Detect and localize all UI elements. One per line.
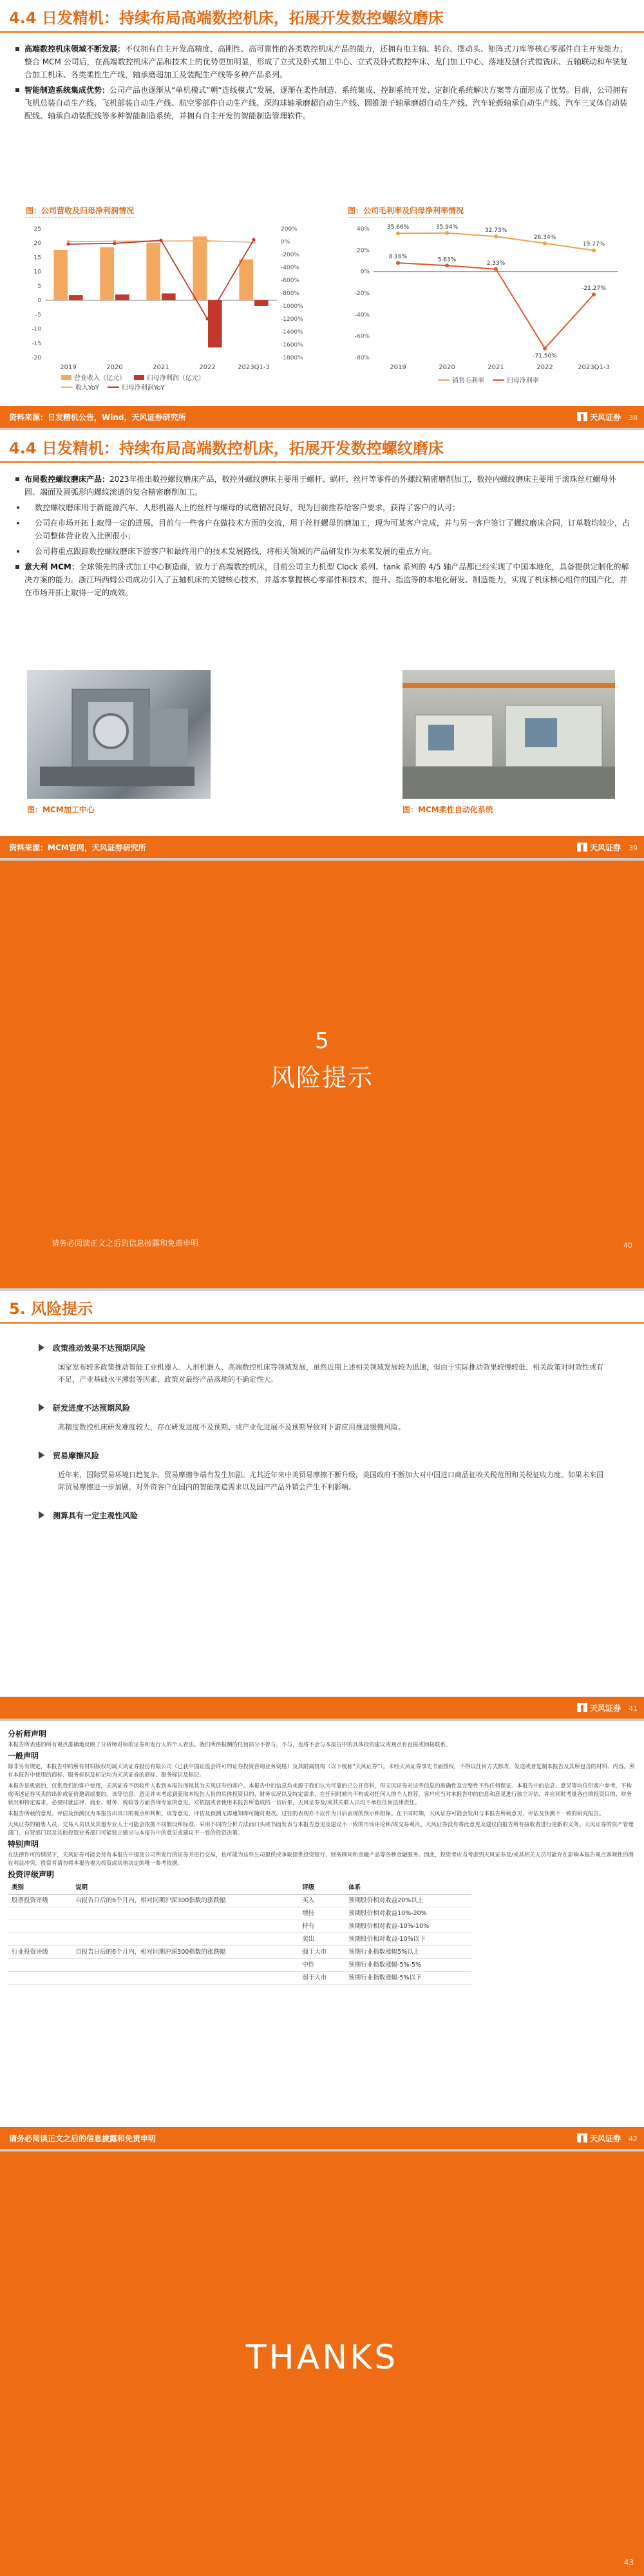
data-label: 35.94% bbox=[435, 224, 459, 231]
risk-item bbox=[39, 1450, 605, 1493]
figure-label-margin: 图：公司毛利率及归母净利率情况 bbox=[348, 205, 464, 218]
table-cell bbox=[8, 1972, 71, 1985]
triangle-bullet-icon bbox=[39, 1404, 44, 1411]
table-cell: 自报告日后的6个月内，相对同期沪深300指数的涨跌幅 bbox=[71, 1946, 298, 1959]
table-cell bbox=[8, 1920, 71, 1933]
page-number: 39 bbox=[629, 844, 638, 852]
square-bullet-icon bbox=[15, 565, 19, 569]
data-label: 5.63% bbox=[437, 256, 457, 263]
footer-source: 资料来源：日发精机公告，Wind，天风证券研究所 bbox=[9, 413, 186, 422]
risk-item bbox=[39, 1402, 605, 1433]
bar-revenue bbox=[193, 236, 207, 300]
bullet-text: 2023年推出数控螺纹磨床产品，数控外螺纹磨床主要用于螺杆、蜗杆、丝杆等零件的外螺纹精密磨削加工，数控内螺纹磨床主要用于滚珠丝杠螺母外圆、端面及圆弧形内螺纹滚道的复合精密磨削加工。 bbox=[24, 475, 616, 497]
square-bullet-icon bbox=[15, 88, 19, 92]
factory-illustration bbox=[402, 670, 615, 799]
logo-text: 天风证券 bbox=[589, 1704, 621, 1713]
slide-title: 5. 风险提示 bbox=[9, 1300, 93, 1318]
table-cell: 中性 bbox=[298, 1959, 345, 1972]
line-gross-margin-point bbox=[494, 234, 498, 238]
table-cell bbox=[71, 1933, 298, 1946]
y2-tick-label: -1800% bbox=[281, 355, 303, 361]
data-label: 19.77% bbox=[582, 241, 605, 248]
y-tick-label: 40% bbox=[356, 226, 370, 233]
bullet-text: 公司将重点跟踪数控螺纹磨床下游客户和最终用户的技术发展路线，将相关领域的产品研发作为未来发展的重点方向。 bbox=[35, 547, 437, 556]
general-statement-text: 本报告是机密的，仅供我们的客户使用，天风证券不因收件人收到本报告而视其为天风证券的客户。本报告中的信息均来源于我们认为可靠的已公开资料，但天风证券对这些信息的准确性及完整性不作任何保证。本报告中的信息、意见等均仅供客户参考，不构成所述证券买卖的出价或征价邀请或要约。该等信息、意见并未考虑到获取本报告人员的具体投资目的、财务状况以及特定需求，在任何时候均不构成对任何人的个人推荐。客户应当对本报告中的信息和意见进行独立评估，并应同时考量各自的投资目的、财务状况和特定需求，必要时就法律、商业、财务、税收等方面咨询专家的意见。对依据或者使用本报告所造成的一切后果，天风证券及/或其关联人员均不承担任何法律责任。 bbox=[8, 1783, 632, 1806]
square-bullet-icon bbox=[15, 477, 19, 481]
triangle-bullet-icon bbox=[39, 1344, 44, 1351]
line-profit-yoy-point bbox=[252, 238, 256, 242]
bullet-head: 智能制造系统集成优势： bbox=[24, 86, 110, 95]
y2-tick-label: -1600% bbox=[281, 342, 303, 348]
line-net-margin-point bbox=[396, 261, 400, 265]
chart2-legend bbox=[438, 375, 539, 385]
table-cell: 持有 bbox=[298, 1920, 345, 1933]
footer-source: 资料来源：MCM官网，天风证券研究所 bbox=[9, 843, 146, 852]
risk-head: 贸易摩擦风险 bbox=[53, 1451, 100, 1460]
table-cell: 预期行业指数涨幅-5%以下 bbox=[345, 1972, 471, 1985]
bullet-head: 高端数控机床领域不断发展： bbox=[24, 44, 126, 53]
x-tick-label: 2021 bbox=[488, 364, 504, 371]
y-tick-label: -20% bbox=[354, 291, 370, 297]
table-cell: 增持 bbox=[298, 1907, 345, 1920]
slide-40-section-cover bbox=[0, 861, 644, 1288]
bullet-item bbox=[14, 473, 630, 499]
table-cell: 强于大市 bbox=[298, 1946, 345, 1959]
round-bullet-icon bbox=[17, 550, 19, 553]
legend-line-profit-yoy bbox=[108, 386, 119, 388]
bullet-head: 意大利 MCM： bbox=[24, 562, 79, 571]
bullet-text: 公司产品也逐渐从“单机模式”朝“连线模式”发展，逐渐在柔性制造、系统集成、控制系统开发、定制化系统解决方案等方面形成了优势。目前，公司拥有飞机总装自动生产线、飞机部装自动生产线、航空零部件自动生产线、深沟球轴承磨超自动生产线、圆锥滚子轴承磨超自动生产线、汽车轮毂轴承自动生产线、汽车三叉体自动装配线、轴承自动装配线等多种智能制造系统，并拥有自主开发的智能制造管理软件。 bbox=[24, 86, 628, 120]
table-row bbox=[8, 1920, 471, 1933]
table-row bbox=[8, 1959, 471, 1972]
bar-revenue bbox=[53, 250, 68, 300]
bullet-text: 公司在市场开拓上取得一定的进展，目前与一些客户在做技术方面的交流，用于丝杆螺母的磨加工，现为可某客户完成，并与另一客户签订了螺纹磨床合同，订单数均较少，占公司整体营业收入比例很小； bbox=[35, 519, 630, 540]
table-cell: 预期行业指数涨幅5%以上 bbox=[345, 1946, 471, 1959]
triangle-bullet-icon bbox=[39, 1451, 44, 1459]
line-profit-yoy bbox=[68, 240, 254, 319]
slide-title: 4.4 日发精机：持续布局高端数控机床，拓展开发数控螺纹磨床 bbox=[9, 9, 444, 27]
risk-head: 政策推动效果不达预期风险 bbox=[53, 1344, 146, 1353]
slide-38 bbox=[0, 0, 644, 428]
analyst-statement-text: 本报告所表述的所有观点准确地反映了分析师对标的证券和发行人的个人看法。我们所得报酬的任何部分不曾与，不与，也将不会与本报告中的具体投资建议或观点有直接或间接联系。 bbox=[8, 1742, 451, 1748]
bar-profit bbox=[208, 300, 222, 347]
bullet-item bbox=[14, 84, 630, 122]
legend-revenue-yoy: 收入YoY bbox=[75, 385, 100, 392]
sub-bullet-item bbox=[14, 545, 630, 558]
x-tick-label: 2019 bbox=[390, 364, 406, 371]
x-tick-label: 2021 bbox=[153, 364, 169, 371]
page-number: 42 bbox=[629, 2135, 638, 2143]
table-cell: 预期股价相对收益-10%-10% bbox=[345, 1920, 471, 1933]
photo-caption-right: 图：MCM柔性自动化系统 bbox=[402, 805, 493, 814]
y2-tick-label: -600% bbox=[281, 278, 299, 284]
bar-profit bbox=[69, 295, 83, 300]
disclaimer-text: 请务必阅读正文之后的信息披露和免责申明 bbox=[52, 1239, 199, 1248]
bullet-text: 不仅拥有自主开发高精度、高刚性、高可靠性的各类数控机床产品的能力，还拥有电主轴、转台、摆动头、矩阵式刀库等核心零部件自主开发能力；整合 MCM 公司后，在高端数控机床产品和技术上的优势更加明显，形成了立式及卧式加工中心、立式及卧式数控车床、龙门加工中心、落地及刨台式镗铣床、五轴联动和车铣复合加工机床、各类柔性生产线，轴承磨超加工及装配生产线等多种产品系列。 bbox=[24, 44, 628, 79]
table-cell: 预期股价相对收益20%以上 bbox=[345, 1894, 471, 1907]
rating-table bbox=[8, 1882, 471, 1985]
bullet-list bbox=[14, 473, 630, 602]
x-tick-label: 2020 bbox=[439, 364, 455, 371]
line-gross-margin-point bbox=[396, 231, 400, 235]
table-cell: 预期股价相对收益-10%以下 bbox=[345, 1933, 471, 1946]
y2-tick-label: -1200% bbox=[281, 316, 303, 323]
line-profit-yoy-point bbox=[160, 239, 163, 242]
table-cell bbox=[71, 1907, 298, 1920]
slide-title: 4.4 日发精机：持续布局高端数控机床，拓展开发数控螺纹磨床 bbox=[9, 439, 444, 457]
line-gross-margin-point bbox=[592, 249, 596, 253]
y2-tick-label: 0% bbox=[281, 239, 290, 245]
y-tick-label: -20 bbox=[32, 355, 41, 361]
slide-39 bbox=[0, 430, 644, 858]
legend-profit: 归母净利润（亿元） bbox=[146, 375, 205, 382]
y-tick-label: 20% bbox=[356, 247, 370, 254]
y-tick-label: -60% bbox=[354, 333, 370, 340]
legend-revenue: 营业收入（亿元） bbox=[74, 375, 126, 382]
square-bullet-icon bbox=[15, 47, 19, 51]
title-divider bbox=[0, 1322, 644, 1324]
table-row bbox=[8, 1946, 471, 1959]
revenue-profit-chart bbox=[19, 222, 322, 374]
data-label: -21.27% bbox=[582, 285, 606, 292]
table-row bbox=[8, 1972, 471, 1985]
bar-profit bbox=[254, 300, 269, 306]
legend-swatch-revenue bbox=[61, 375, 71, 380]
x-tick-label: 2019 bbox=[60, 364, 77, 371]
line-net-margin-point bbox=[494, 267, 498, 271]
table-cell bbox=[8, 1907, 71, 1920]
risk-text: 国家发布较多政策推动智能工业机器人、人形机器人、高端数控机床等领域发展，虽然近期上述相关领域发展较为迅速，但由于实际推动效果较慢较低、相关政策对时效性或有不足，产业基础水平薄弱等因素，政策对最终产品落地的不确定性大。 bbox=[58, 1363, 603, 1384]
table-cell bbox=[8, 1959, 71, 1972]
sub-bullet-item bbox=[14, 501, 630, 514]
section-number: 5 bbox=[315, 1028, 329, 1054]
bar-profit bbox=[115, 294, 129, 300]
table-header: 评级 bbox=[298, 1882, 345, 1894]
bullet-list bbox=[14, 43, 630, 125]
data-label: -71.50% bbox=[533, 352, 557, 359]
x-tick-label: 2023Q1-3 bbox=[238, 364, 270, 371]
y-tick-label: 25 bbox=[33, 226, 41, 233]
legend-gross: 销售毛利率 bbox=[452, 377, 484, 385]
photo-caption-left: 图：MCM加工中心 bbox=[27, 805, 95, 814]
data-label: 32.73% bbox=[484, 227, 507, 234]
table-cell: 预期行业指数涨幅-5%-5% bbox=[345, 1959, 471, 1972]
page-number: 38 bbox=[629, 414, 638, 422]
sub-bullet-item bbox=[14, 517, 630, 542]
x-tick-label: 2020 bbox=[106, 364, 123, 371]
data-label: 35.66% bbox=[386, 224, 410, 231]
mcm-machining-center-photo bbox=[27, 670, 211, 799]
logo-text: 天风证券 bbox=[589, 413, 621, 422]
line-revenue-yoy-point bbox=[206, 239, 209, 242]
page-number: 43 bbox=[623, 2558, 634, 2567]
round-bullet-icon bbox=[17, 506, 19, 509]
y-tick-label: 0% bbox=[360, 269, 370, 276]
legend-swatch-profit bbox=[134, 375, 144, 380]
risk-list bbox=[39, 1342, 605, 1538]
bullet-item bbox=[14, 43, 630, 81]
logo-icon bbox=[577, 843, 587, 852]
data-label: 2.33% bbox=[486, 260, 506, 267]
legend-net: 归母净利率 bbox=[506, 377, 539, 385]
slide-43-thanks bbox=[0, 2151, 644, 2576]
y2-tick-label: -400% bbox=[281, 265, 299, 271]
bar-revenue bbox=[100, 247, 114, 300]
y-tick-label: 10 bbox=[33, 269, 41, 276]
brand-logo bbox=[577, 842, 621, 853]
table-header: 类别 bbox=[8, 1882, 71, 1894]
x-tick-label: 2022 bbox=[536, 364, 553, 371]
y-tick-label: 20 bbox=[33, 240, 41, 247]
table-row bbox=[8, 1894, 471, 1907]
title-divider bbox=[0, 31, 644, 33]
y2-tick-label: -200% bbox=[281, 252, 299, 258]
table-cell: 买入 bbox=[298, 1894, 345, 1907]
line-net-margin-point bbox=[592, 292, 596, 296]
logo-text: 天风证券 bbox=[589, 843, 621, 852]
logo-icon bbox=[577, 1703, 587, 1712]
triangle-bullet-icon bbox=[39, 1511, 44, 1519]
special-statement-heading: 特别声明 bbox=[8, 1840, 39, 1849]
y-tick-label: -40% bbox=[354, 312, 370, 319]
line-profit-yoy-point bbox=[206, 318, 209, 321]
page-number: 41 bbox=[629, 1704, 638, 1713]
legend-profit-yoy: 归母净利润YoY bbox=[121, 385, 165, 392]
general-statement-heading: 一般声明 bbox=[8, 1751, 39, 1760]
table-row bbox=[8, 1933, 471, 1946]
table-row bbox=[8, 1907, 471, 1920]
page-number: 40 bbox=[623, 1241, 632, 1250]
y-tick-label: -10 bbox=[32, 326, 41, 333]
brand-logo bbox=[577, 1703, 621, 1713]
slide-42-disclosure bbox=[0, 1721, 644, 2149]
line-gross-margin-point bbox=[445, 231, 449, 235]
table-header: 体系 bbox=[345, 1882, 471, 1894]
brand-logo bbox=[577, 412, 621, 423]
bullet-item bbox=[14, 560, 630, 599]
general-statement-text: 除非另有规定，本报告中的所有材料版权均属天风证券股份有限公司（已获中国证监会许可的证券投资咨询业务资格）及其附属机构（以下统称“天风证券”）。未经天风证券事先书面授权，不得以任何方式修改、发送或者复制本报告及其所包含的材料、内容。所有本报告中使用的商标、服务标识及标记均为天风证券的商标、服务标识及标记。 bbox=[8, 1764, 635, 1779]
legend-line-gross bbox=[438, 379, 450, 381]
rating-statement-heading: 投资评级声明 bbox=[8, 1870, 55, 1879]
mcm-flexible-automation-photo bbox=[402, 670, 615, 799]
line-net-margin bbox=[398, 263, 594, 348]
bullet-text: 数控螺纹磨床用于新能源汽车、人形机器人上的丝杆与螺母的试磨情况良好，现为目前推荐给客户要求，获得了客户的认可； bbox=[35, 503, 460, 512]
special-statement-text: 在法律许可的情况下，天风证券可能会持有本报告中提及公司所发行的证券并进行交易，也可能为这些公司提供或争取提供投资银行、财务顾问和金融产品等各种金融服务。因此，投资者应当考虑到天风证券及/或其相关人员可能存在影响本报告观点客观性的潜在利益冲突，投资者请勿将本报告视为投资或其他决定的唯一参考依据。 bbox=[8, 1852, 634, 1867]
legal-disclosure bbox=[8, 1728, 636, 1985]
risk-head: 测算具有一定主观性风险 bbox=[53, 1511, 138, 1520]
bar-revenue bbox=[239, 260, 253, 301]
risk-item bbox=[39, 1510, 605, 1521]
analyst-statement-heading: 分析师声明 bbox=[8, 1730, 47, 1739]
table-cell: 卖出 bbox=[298, 1933, 345, 1946]
round-bullet-icon bbox=[17, 522, 19, 524]
y-tick-label: -5 bbox=[35, 312, 41, 319]
table-header-row bbox=[8, 1882, 471, 1894]
legend-line-revenue-yoy bbox=[61, 386, 73, 388]
risk-text: 高精度数控机床研发难度较大，存在研发进度不及预期、或产业化进展不及预期导致对下游应用推进缓慢风险。 bbox=[58, 1423, 405, 1431]
legend-line-net bbox=[493, 379, 504, 381]
general-statement-text: 本报告所载的意见、评估及预测仅为本报告出具日的观点和判断。该等意见、评估及预测无需通知即可随时更改。过往的表现亦不应作为日后表现的预示和担保。在不同时期，天风证券可能会发出与本报告所载意见、评估及预测不一致的研究报告。 bbox=[8, 1811, 605, 1817]
slide-41 bbox=[0, 1291, 644, 1719]
line-net-margin-point bbox=[543, 347, 547, 350]
table-cell: 预期股价相对收益10%-20% bbox=[345, 1907, 471, 1920]
bullet-text: 全球领先的卧式加工中心制造商，致力于高端数控机床，目前公司主力机型 Clock 系列、tank 系列的 4/5 轴产品都已经实现了中国本地化，具备提供定制化的解决方案的能力。浙江玛西姆公司成功引入了五轴机床的关键核心技术，并基本掌握核心零部件和技术，提升、指监等的本地化研发、制造能力，实现了机床核心组件的国产化，并在市场开拓上取得一定的成效。 bbox=[24, 562, 629, 597]
line-profit-yoy-point bbox=[113, 242, 117, 245]
x-tick-label: 2023Q1-3 bbox=[578, 364, 610, 371]
title-divider bbox=[0, 461, 644, 463]
bar-profit bbox=[162, 293, 176, 300]
risk-item bbox=[39, 1342, 605, 1386]
chart1-legend bbox=[61, 372, 205, 392]
bar-revenue bbox=[146, 243, 160, 300]
risk-head: 研发进度不达预期风险 bbox=[53, 1404, 131, 1413]
table-cell: 弱于大市 bbox=[298, 1972, 345, 1985]
y2-tick-label: -1400% bbox=[281, 329, 303, 336]
line-gross-margin-point bbox=[543, 242, 547, 245]
data-label: 26.34% bbox=[533, 234, 556, 241]
bullet-head: 布局数控螺纹磨床产品： bbox=[24, 475, 110, 484]
table-cell bbox=[71, 1972, 298, 1985]
table-cell bbox=[71, 1920, 298, 1933]
brand-logo bbox=[577, 2133, 621, 2144]
disclaimer-text: 请务必阅读正文之后的信息披露和免责申明 bbox=[9, 2134, 156, 2143]
section-title: 风险提示 bbox=[270, 1064, 374, 1092]
risk-text: 近年来，国际贸易环境日趋复杂，贸易摩擦争端有发生加剧。尤其近年来中美贸易摩擦不断升级，美国政府不断加大对中国进口商品征收关税范围和关税征收力度。如果未来国际贸易摩擦进一步加剧，对外资客户在国内的智能制造需求以及国产产品外销会产生不利影响。 bbox=[58, 1471, 603, 1491]
line-profit-yoy-point bbox=[67, 243, 70, 246]
x-tick-label: 2022 bbox=[199, 364, 216, 371]
table-cell: 自报告日后的6个月内，相对同期沪深300指数的涨跌幅 bbox=[71, 1894, 298, 1907]
logo-text: 天风证券 bbox=[589, 2134, 621, 2143]
figure-label-revenue: 图：公司营收及归母净利润情况 bbox=[26, 205, 134, 218]
y2-tick-label: -800% bbox=[281, 291, 299, 297]
y-tick-label: -80% bbox=[354, 355, 370, 361]
logo-icon bbox=[577, 2133, 587, 2142]
table-cell bbox=[71, 1959, 298, 1972]
line-net-margin-point bbox=[445, 263, 449, 267]
general-statement-text: 天风证券的销售人员、交易人员以及其他专业人士可能会依据不同假设和标准，采用不同的分析方法而口头或书面发表与本报告意见及建议不一致的市场评论和/或交易观点。天风证券没有将此意见及建议向报告所有接收者进行更新的义务。天风证券的资产管理部门、自营部门以及其他投资业务部门可能独立做出与本报告中的意见或建议不一致的投资决策。 bbox=[8, 1822, 634, 1837]
footer-bar bbox=[0, 1697, 644, 1719]
y-tick-label: 5 bbox=[37, 283, 41, 290]
table-cell bbox=[8, 1933, 71, 1946]
machine-illustration bbox=[27, 670, 211, 799]
y2-tick-label: 200% bbox=[281, 226, 298, 233]
y2-tick-label: -1000% bbox=[281, 303, 303, 310]
margin-chart bbox=[348, 222, 631, 374]
data-label: 8.16% bbox=[388, 254, 408, 261]
logo-icon bbox=[577, 412, 587, 421]
table-cell: 行业投资评级 bbox=[8, 1946, 71, 1959]
y-tick-label: -15 bbox=[32, 340, 41, 347]
thanks-title: THANKS bbox=[245, 2338, 399, 2377]
y-tick-label: 0 bbox=[37, 298, 41, 305]
table-cell: 股票投资评级 bbox=[8, 1894, 71, 1907]
y-tick-label: 15 bbox=[33, 254, 41, 262]
table-header: 说明 bbox=[71, 1882, 298, 1894]
